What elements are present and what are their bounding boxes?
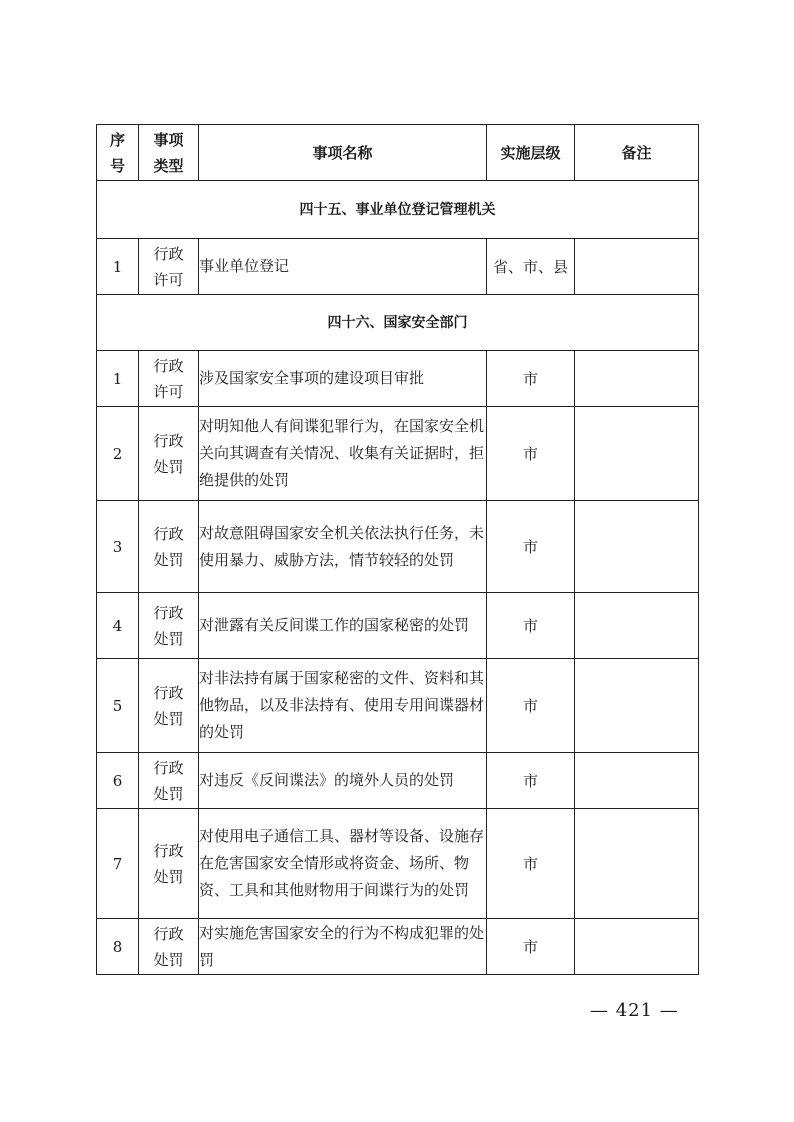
cell-seq: 8 [97,919,139,975]
header-row [97,125,699,181]
cell-level: 市 [487,407,575,501]
cell-seq: 7 [97,809,139,919]
cell-note [575,501,699,593]
cell-name: 对使用电子通信工具、器材等设备、设施存在危害国家安全情形或将资金、场所、物资、工具和其他财物用于间谍行为的处罚 [199,809,487,919]
cell-seq: 4 [97,593,139,659]
cell-note [575,753,699,809]
cell-type: 行政许可 [139,351,199,407]
cell-seq: 1 [97,351,139,407]
header-name: 事项名称 [199,125,487,181]
cell-note [575,919,699,975]
table-row [97,407,699,501]
page-number: — 421 — [590,1000,679,1021]
table-row [97,753,699,809]
table-row [97,593,699,659]
cell-type: 行政处罚 [139,753,199,809]
cell-note [575,659,699,753]
cell-level: 市 [487,753,575,809]
cell-note [575,239,699,295]
table-row [97,659,699,753]
cell-name: 对泄露有关反间谍工作的国家秘密的处罚 [199,593,487,659]
cell-note [575,351,699,407]
section-title: 四十五、事业单位登记管理机关 [97,181,699,239]
cell-name: 对非法持有属于国家秘密的文件、资料和其他物品，以及非法持有、使用专用间谍器材的处罚 [199,659,487,753]
cell-name: 对故意阻碍国家安全机关依法执行任务，未使用暴力、威胁方法，情节较轻的处罚 [199,501,487,593]
cell-type: 行政许可 [139,239,199,295]
cell-level: 市 [487,809,575,919]
cell-type: 行政处罚 [139,407,199,501]
header-level: 实施层级 [487,125,575,181]
cell-type: 行政处罚 [139,593,199,659]
cell-name: 对违反《反间谍法》的境外人员的处罚 [199,753,487,809]
cell-seq: 6 [97,753,139,809]
table-row [97,809,699,919]
cell-seq: 1 [97,239,139,295]
cell-name: 事业单位登记 [199,239,487,295]
header-seq: 序号 [97,125,139,181]
section-title: 四十六、国家安全部门 [97,295,699,351]
cell-seq: 3 [97,501,139,593]
table-row [97,239,699,295]
cell-type: 行政处罚 [139,501,199,593]
cell-seq: 5 [97,659,139,753]
cell-type: 行政处罚 [139,919,199,975]
cell-type: 行政处罚 [139,659,199,753]
cell-name: 涉及国家安全事项的建设项目审批 [199,351,487,407]
cell-level: 市 [487,351,575,407]
header-note: 备注 [575,125,699,181]
cell-level: 市 [487,501,575,593]
cell-level: 市 [487,659,575,753]
items-table [96,124,699,975]
table-row [97,919,699,975]
table-row [97,501,699,593]
cell-seq: 2 [97,407,139,501]
cell-note [575,407,699,501]
cell-name: 对实施危害国家安全的行为不构成犯罪的处罚 [199,919,487,975]
table-row [97,351,699,407]
cell-type: 行政处罚 [139,809,199,919]
cell-note [575,593,699,659]
cell-level: 省、市、县 [487,239,575,295]
cell-name: 对明知他人有间谍犯罪行为，在国家安全机关向其调查有关情况、收集有关证据时，拒绝提供的处罚 [199,407,487,501]
cell-level: 市 [487,593,575,659]
cell-note [575,809,699,919]
cell-level: 市 [487,919,575,975]
header-type: 事项类型 [139,125,199,181]
section-row [97,295,699,351]
section-row [97,181,699,239]
